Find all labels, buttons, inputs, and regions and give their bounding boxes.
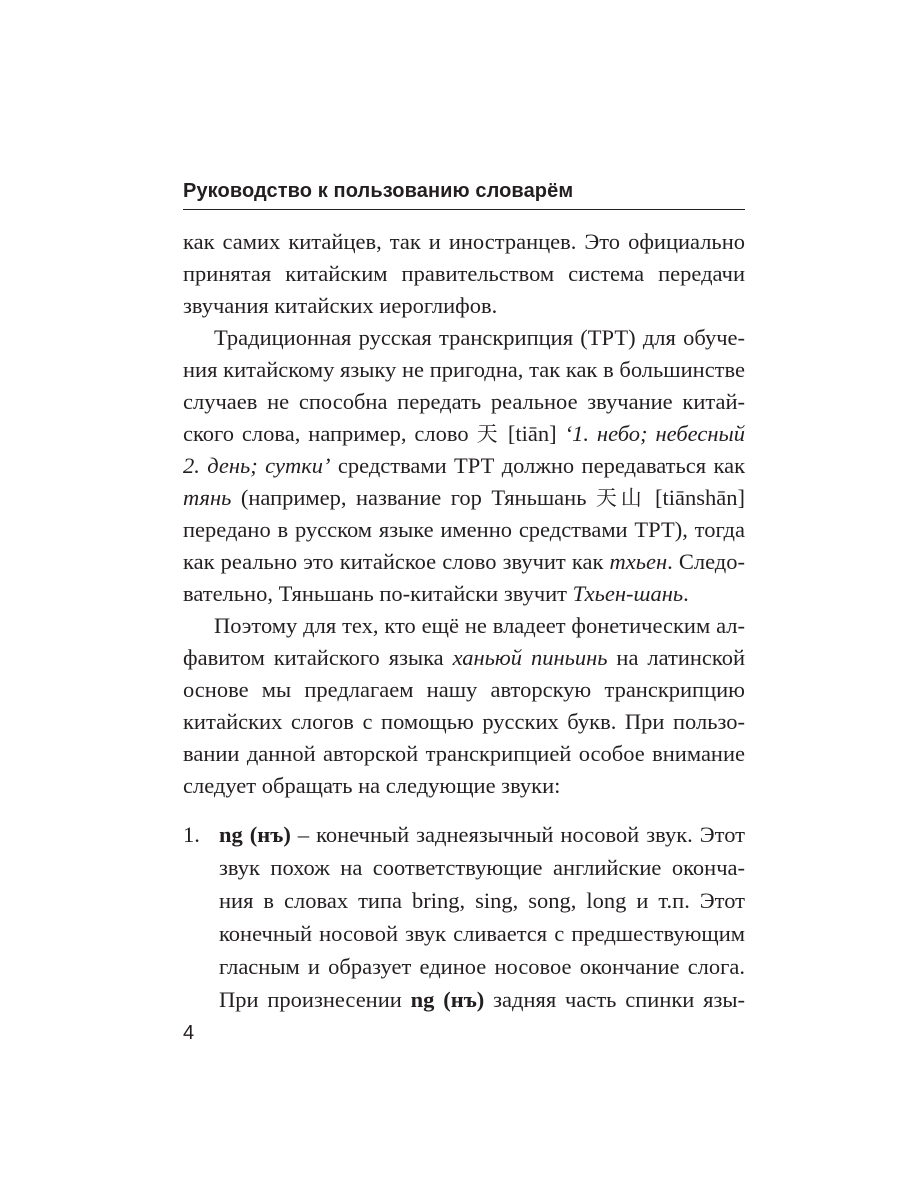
p2-line-4-text-b: [tiān] — [499, 421, 565, 446]
p2-line-8 — [183, 549, 745, 575]
p2-line-3: случаев не способна передать реальное звучание китай- — [183, 389, 745, 414]
p2-line-6 — [183, 485, 745, 511]
running-head: Руководство к пользованию словарём — [183, 180, 574, 202]
header-rule — [183, 209, 745, 210]
p2-line-6-word: тянь — [183, 485, 232, 510]
p3-line-2 — [183, 645, 745, 671]
p1-line-3: звучания китайских иероглифов. — [183, 293, 498, 318]
p3-line-4: китайских слогов с помощью русских букв. При пользо- — [183, 709, 745, 734]
p3-line-2-term: ханьюй пиньинь — [452, 645, 608, 670]
p2-line-1: Традиционная русская транскрипция (ТРТ) для обуче- — [214, 325, 745, 350]
list-line-6 — [219, 987, 745, 1013]
p2-line-8-text-b: . Следо- — [667, 549, 745, 574]
p2-line-4 — [183, 421, 745, 447]
hanzi-tian: 天 — [476, 422, 500, 446]
p2-line-9-word: Тхьен-шань — [572, 581, 684, 606]
p2-line-5 — [183, 453, 745, 479]
list-line-2: звук похож на соответствующие английские оконча- — [219, 855, 745, 880]
p1-line-1: как самих китайцев, так и иностранцев. Это официально — [183, 229, 745, 254]
p3-line-3: основе мы предлагаем нашу авторскую транскрипцию — [183, 677, 745, 702]
p3-line-1: Поэтому для тех, кто ещё не владеет фонетическим ал- — [214, 613, 745, 638]
p2-line-5-gloss: 2. день; сутки’ — [183, 453, 331, 478]
p2-line-9-text-a: вательно, Тяньшань по-китайски звучит — [183, 581, 573, 606]
list-line-1-text: – конечный заднеязычный носовой звук. Этот — [290, 822, 745, 847]
p2-line-9-text-b: . — [683, 581, 689, 606]
p2-line-5-text: средствами ТРТ должно передаваться как — [330, 453, 746, 478]
page-number: 4 — [183, 1022, 195, 1044]
p2-line-9 — [183, 581, 689, 607]
p3-line-6: следует обращать на следующие звуки: — [183, 773, 561, 798]
list-item-number: 1. — [183, 822, 200, 847]
list-line-6-text-a: При произнесении — [219, 987, 411, 1012]
p3-line-2-text-b: на латинской — [607, 645, 745, 670]
list-line-5: гласным и образует единое носовое окончание слога. — [219, 954, 745, 979]
list-line-4: конечный носовой звук сливается с предшествующим — [219, 921, 745, 946]
p1-line-2: принятая китайским правительством система передачи — [183, 261, 745, 286]
list-line-6-term: ng (нъ) — [410, 987, 485, 1012]
list-line-1-term: ng (нъ) — [219, 822, 291, 847]
p2-line-7: передано в русском языке именно средствами ТРТ), тогда — [183, 517, 745, 542]
p2-line-8-word: тхьен — [609, 549, 668, 574]
p3-line-5: вании данной авторской транскрипцией особое внимание — [183, 741, 745, 766]
p2-line-8-text-a: как реально это китайское слово звучит как — [183, 549, 610, 574]
list-line-1 — [219, 822, 745, 848]
p2-line-6-text-a: (например, название гор Тяньшань — [231, 485, 596, 510]
list-line-6-text-b: задняя часть спинки язы- — [484, 987, 746, 1012]
p3-line-2-text-a: фавитом китайского языка — [183, 645, 453, 670]
p2-line-6-text-b: [tiānshān] — [645, 485, 745, 510]
p2-line-4-text-a: ского слова, например, слово — [183, 421, 477, 446]
p2-line-2: ния китайскому языку не пригодна, так как в большинстве — [183, 357, 745, 382]
hanzi-tianshan: 天山 — [595, 486, 646, 510]
list-line-3: ния в словах типа bring, sing, song, long и т.п. Этот — [219, 888, 745, 913]
p2-line-4-gloss: ‘1. небо; небесный — [564, 421, 745, 446]
